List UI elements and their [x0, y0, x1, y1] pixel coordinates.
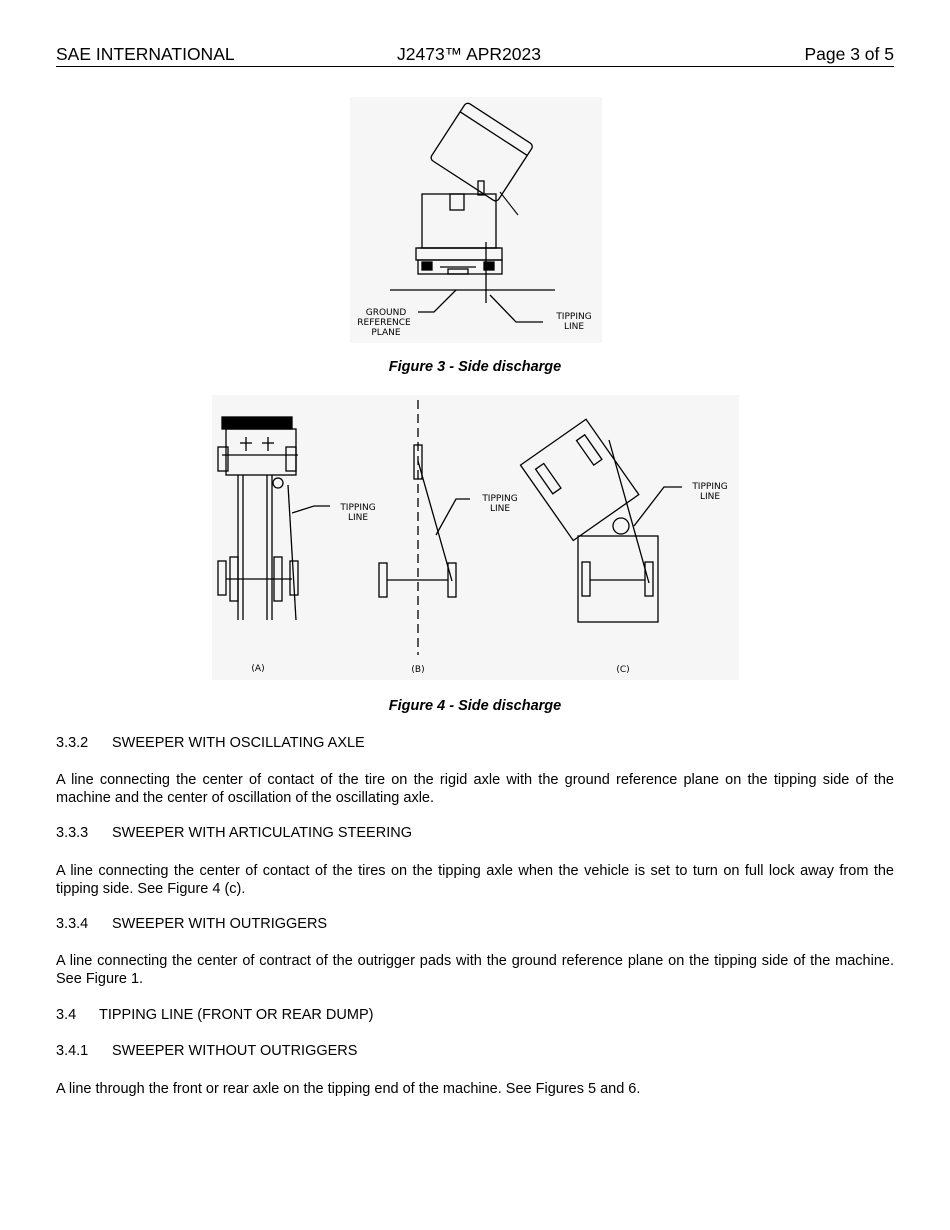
section-heading-3-4-1	[56, 1043, 357, 1059]
fig4-b-tipping-1: TIPPING	[482, 494, 518, 504]
section-title: SWEEPER WITH OSCILLATING AXLE	[112, 735, 365, 751]
fig4-c-tipping-2: LINE	[699, 492, 721, 502]
section-title: SWEEPER WITHOUT OUTRIGGERS	[112, 1043, 358, 1059]
section-heading-3-3-3	[56, 825, 412, 841]
paragraph-3-3-3: A line connecting the center of contact of the tires on the tipping axle when the vehicle is set to turn on full lock away from the tipping side. See Figure 4 (c).	[56, 863, 894, 897]
figure-3-drawing	[350, 97, 602, 343]
header-doc-id: J2473™ APR2023	[397, 44, 541, 64]
section-heading-3-4	[56, 1007, 373, 1023]
fig4-a-tipping-1: TIPPING	[340, 503, 376, 513]
fig4-c-tipping-1: TIPPING	[692, 482, 728, 492]
section-title: SWEEPER WITH ARTICULATING STEERING	[112, 825, 412, 841]
header-page-number: Page 3 of 5	[804, 44, 894, 64]
fig3-label-ground-2: REFERENCE	[357, 318, 411, 328]
section-number: 3.3.2	[56, 735, 89, 751]
section-heading-3-3-2	[56, 735, 365, 751]
figure-3-background	[350, 97, 602, 343]
fig3-label-ground-1: GROUND	[365, 308, 407, 318]
fig3-label-tipping-1: TIPPING	[556, 312, 592, 322]
section-title: SWEEPER WITH OUTRIGGERS	[112, 916, 328, 932]
fig4-b-tipping-2: LINE	[489, 504, 511, 514]
figure-4-caption: Figure 4 - Side discharge	[388, 698, 562, 714]
fig4-sublabel-c: (C)	[616, 665, 630, 675]
fig4-sublabel-a: (A)	[251, 664, 265, 674]
paragraph-3-3-4: A line connecting the center of contract of the outrigger pads with the ground reference plane on the tipping side of the machine. See Figure 1.	[56, 953, 894, 987]
paragraph-3-3-2: A line connecting the center of contact of the tire on the rigid axle with the ground reference plane on the tipping side of the machine and the center of oscillation of the oscillating axle.	[56, 772, 894, 806]
fig3-label-tipping-2: LINE	[563, 322, 585, 332]
figure-4-svg	[212, 395, 739, 680]
paragraph-3-4-1: A line through the front or rear axle on the tipping end of the machine. See Figures 5 and 6.	[56, 1081, 641, 1097]
figure-4-drawing	[212, 395, 739, 680]
fig4-a-tipping-2: LINE	[347, 513, 369, 523]
section-number: 3.4	[56, 1007, 77, 1023]
figure-3-caption: Figure 3 - Side discharge	[388, 359, 562, 375]
section-number: 3.3.4	[56, 916, 89, 932]
section-number: 3.4.1	[56, 1043, 89, 1059]
section-number: 3.3.3	[56, 825, 89, 841]
fig4-sublabel-b: (B)	[411, 665, 425, 675]
page-header	[56, 44, 894, 67]
header-org: SAE INTERNATIONAL	[56, 44, 235, 64]
section-heading-3-3-4	[56, 916, 327, 932]
figure-3-svg	[350, 97, 602, 343]
fig3-label-ground-3: PLANE	[371, 328, 401, 338]
section-title: TIPPING LINE (FRONT OR REAR DUMP)	[99, 1007, 374, 1023]
